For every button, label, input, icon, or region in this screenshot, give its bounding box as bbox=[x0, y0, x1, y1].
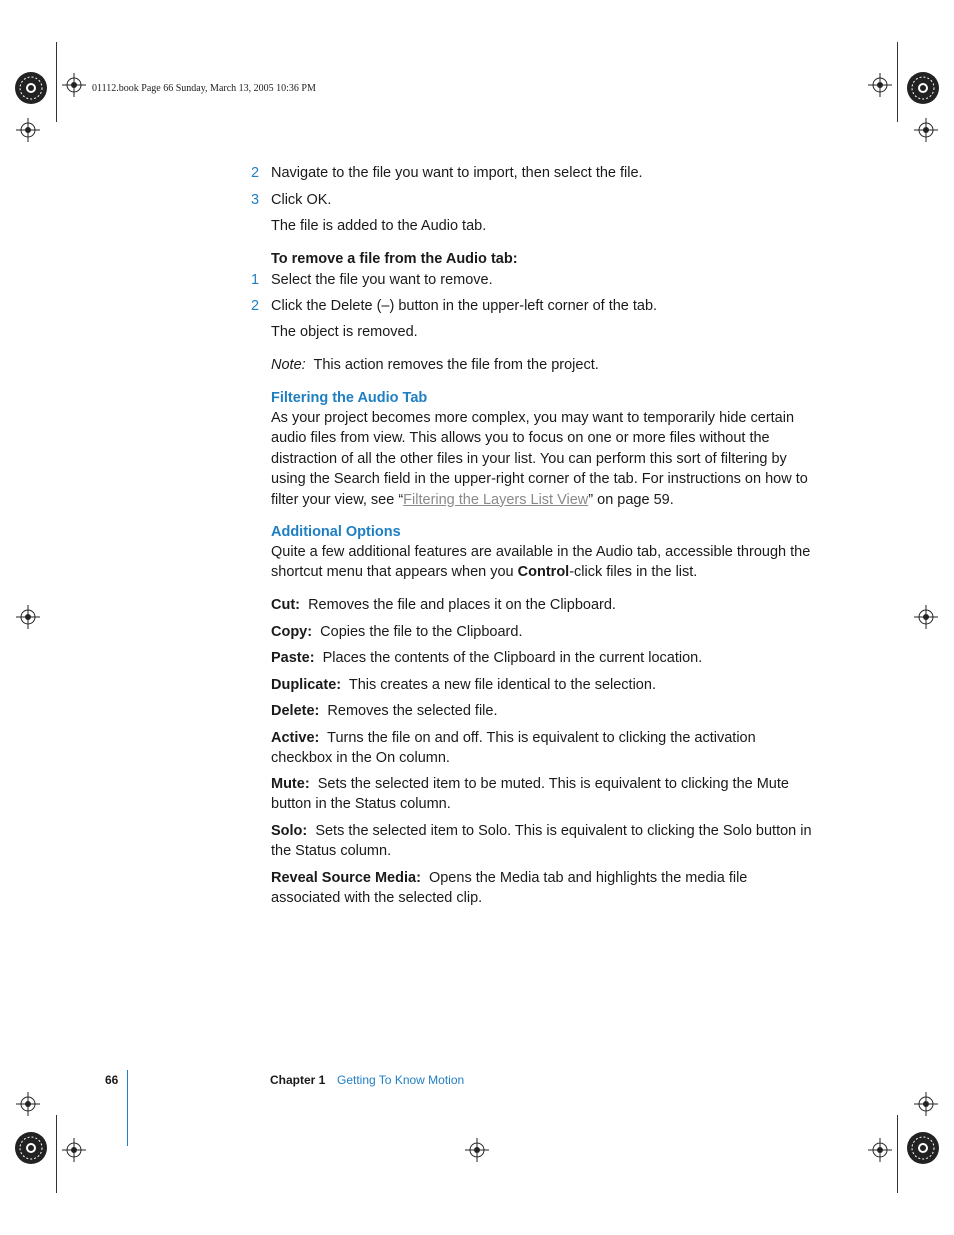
option-item: Duplicate: This creates a new file identical to the selection. bbox=[271, 677, 656, 693]
registration-mark-icon bbox=[16, 118, 40, 142]
section-heading-filtering: Filtering the Audio Tab bbox=[271, 390, 428, 406]
control-key: Control bbox=[517, 564, 570, 581]
note bbox=[271, 355, 599, 375]
page-number: 66 bbox=[105, 1073, 119, 1087]
registration-mark-icon bbox=[465, 1138, 489, 1162]
step-result: The file is added to the Audio tab. bbox=[271, 218, 487, 234]
step-text: Navigate to the file you want to import, then select the file. bbox=[271, 165, 643, 181]
registration-mark-icon bbox=[62, 1138, 86, 1162]
print-slug: 01112.book Page 66 Sunday, March 13, 2005 10:36 PM bbox=[92, 83, 316, 94]
note-text: This action removes the file from the project. bbox=[313, 357, 599, 373]
registration-mark-icon bbox=[62, 73, 86, 97]
registration-mark-icon bbox=[914, 605, 938, 629]
star-target-icon bbox=[14, 1131, 48, 1165]
crop-mark-line bbox=[56, 1115, 57, 1193]
registration-mark-icon bbox=[914, 118, 938, 142]
section-heading-additional-options: Additional Options bbox=[271, 524, 401, 540]
cross-reference-link[interactable]: Filtering the Layers List View bbox=[403, 491, 589, 508]
option-item: Reveal Source Media: Opens the Media tab and highlights the media file associated with the selected clip. bbox=[271, 870, 748, 907]
chapter-label: Chapter 1 bbox=[270, 1073, 326, 1087]
step-text: Click OK. bbox=[271, 192, 332, 208]
note-label: Note: bbox=[271, 357, 306, 373]
option-item: Mute: Sets the selected item to be muted. This is equivalent to clicking the Mute button in the Status column. bbox=[271, 776, 789, 813]
option-item: Active: Turns the file on and off. This is equivalent to clicking the activation checkbox in the On column. bbox=[271, 730, 756, 767]
star-target-icon bbox=[906, 1131, 940, 1165]
registration-mark-icon bbox=[914, 1092, 938, 1116]
task-heading: To remove a file from the Audio tab: bbox=[271, 251, 518, 267]
chapter-title: Getting To Know Motion bbox=[337, 1073, 465, 1087]
registration-mark-icon bbox=[868, 1138, 892, 1162]
step-result: The object is removed. bbox=[271, 324, 418, 340]
step-text: Click the Delete (–) button in the upper-left corner of the tab. bbox=[271, 298, 658, 314]
step-number: 1 bbox=[251, 272, 260, 288]
step-number: 3 bbox=[251, 192, 260, 208]
crop-mark-line bbox=[56, 42, 57, 122]
crop-mark-line bbox=[897, 42, 898, 122]
step-number: 2 bbox=[251, 298, 260, 314]
option-item: Copy: Copies the file to the Clipboard. bbox=[271, 624, 523, 640]
option-item: Solo: Sets the selected item to Solo. This is equivalent to clicking the Solo button in the Status column. bbox=[271, 823, 812, 860]
registration-mark-icon bbox=[868, 73, 892, 97]
step-number: 2 bbox=[251, 165, 260, 181]
star-target-icon bbox=[14, 71, 48, 105]
option-item: Cut: Removes the file and places it on the Clipboard. bbox=[271, 597, 616, 613]
filtering-paragraph: As your project becomes more complex, you may want to temporarily hide certain audio files from view. This allows you to focus on one or more files without the distraction of all the other files in your list. You can perform this sort of filtering by using the Search field in the upper-right corner of the tab. For instructions on how to filter your view, see “Filtering the Layers List View” on page 59. bbox=[271, 410, 808, 508]
star-target-icon bbox=[906, 71, 940, 105]
step-text: Select the file you want to remove. bbox=[271, 272, 493, 288]
additional-options-paragraph: Quite a few additional features are available in the Audio tab, accessible through the shortcut menu that appears when you Control-click files in the list. bbox=[271, 544, 811, 581]
option-item: Delete: Removes the selected file. bbox=[271, 703, 498, 719]
registration-mark-icon bbox=[16, 1092, 40, 1116]
crop-mark-line bbox=[897, 1115, 898, 1193]
option-item: Paste: Places the contents of the Clipboard in the current location. bbox=[271, 650, 703, 666]
footer-rule bbox=[127, 1070, 128, 1146]
registration-mark-icon bbox=[16, 605, 40, 629]
